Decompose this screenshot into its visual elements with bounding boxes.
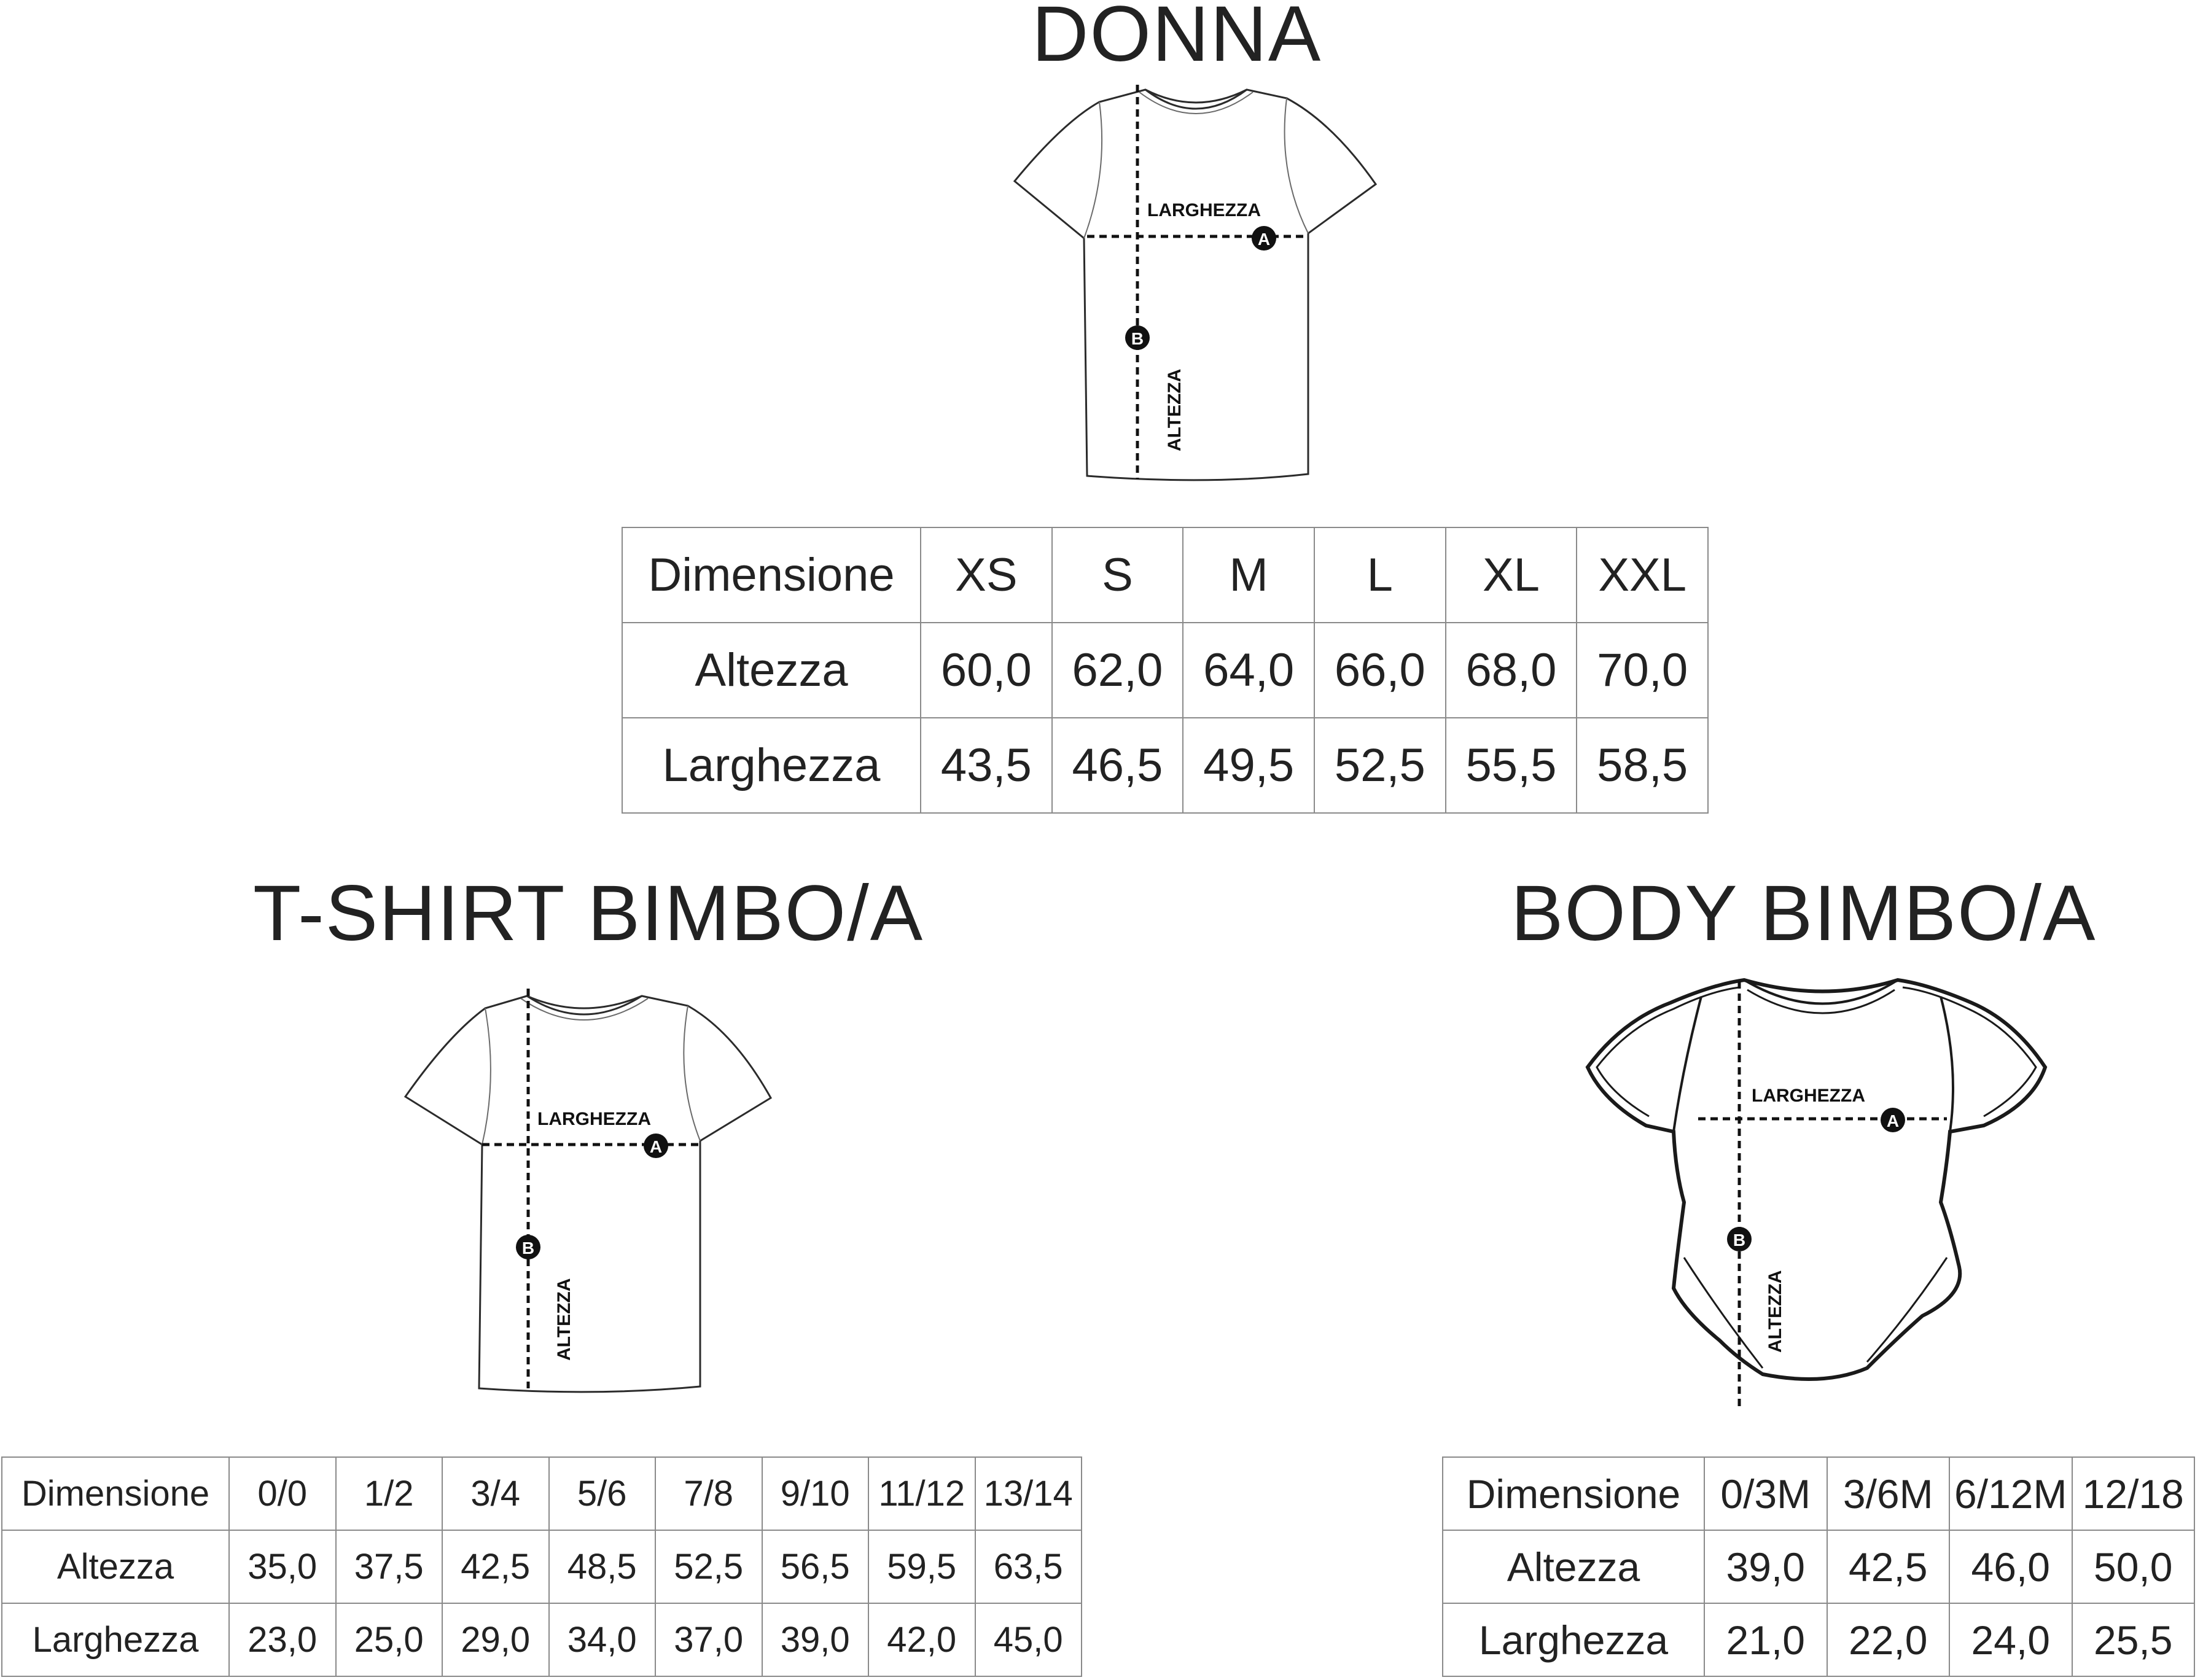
table-cell: 43,5: [921, 718, 1052, 813]
tshirt-outline: [1015, 90, 1376, 480]
row-label: Larghezza: [622, 718, 921, 813]
table-cell: 24,0: [1949, 1603, 2072, 1676]
body-bimbo-size-table: [1442, 1456, 2195, 1677]
table-cell: 46,5: [1052, 718, 1183, 813]
height-label: ALTEZZA: [554, 1278, 574, 1361]
size-header: 3/4: [442, 1457, 549, 1530]
size-header: L: [1314, 527, 1446, 623]
table-cell: 52,5: [1314, 718, 1446, 813]
size-header: M: [1183, 527, 1314, 623]
tshirt-sleeve-seam-right: [1285, 98, 1308, 233]
width-label: LARGHEZZA: [537, 1109, 651, 1129]
width-label: LARGHEZZA: [1752, 1086, 1865, 1106]
body-outline-inner: [1903, 987, 2036, 1116]
tshirt-sleeve-seam-left: [482, 1008, 491, 1145]
table-cell: 37,0: [655, 1603, 762, 1676]
row-label: Altezza: [622, 623, 921, 718]
marker-b: B: [1131, 329, 1144, 348]
marker-b: B: [1733, 1231, 1746, 1250]
table-row: [622, 623, 1708, 718]
table-cell: 39,0: [1704, 1530, 1827, 1603]
table-cell: 45,0: [975, 1603, 1082, 1676]
height-label: ALTEZZA: [1765, 1270, 1785, 1353]
table-cell: 66,0: [1314, 623, 1446, 718]
tshirt-bimbo-title: T-SHIRT BIMBO/A: [253, 869, 924, 957]
table-cell: 70,0: [1577, 623, 1708, 718]
marker-a: A: [1257, 230, 1271, 249]
marker-b: B: [521, 1239, 535, 1258]
table-cell: 63,5: [975, 1530, 1082, 1603]
table-cell: 21,0: [1704, 1603, 1827, 1676]
table-cell: 25,0: [336, 1603, 443, 1676]
table-cell: 46,0: [1949, 1530, 2072, 1603]
table-row: [2, 1457, 1082, 1530]
table-cell: 35,0: [229, 1530, 336, 1603]
size-header: 0/0: [229, 1457, 336, 1530]
row-label: Altezza: [2, 1530, 229, 1603]
body-outline: [1588, 980, 2045, 1379]
size-header: 11/12: [868, 1457, 975, 1530]
body-bimbo-title: BODY BIMBO/A: [1511, 869, 2097, 957]
table-row: [2, 1530, 1082, 1603]
table-cell: 29,0: [442, 1603, 549, 1676]
table-cell: 62,0: [1052, 623, 1183, 718]
table-cell: 22,0: [1827, 1603, 1950, 1676]
tshirt-outline: [405, 996, 771, 1392]
row-label: Larghezza: [1443, 1603, 1704, 1676]
table-cell: 42,0: [868, 1603, 975, 1676]
height-label: ALTEZZA: [1164, 368, 1185, 451]
size-header: 9/10: [762, 1457, 869, 1530]
header-label: Dimensione: [622, 527, 921, 623]
size-header: 7/8: [655, 1457, 762, 1530]
size-header: 5/6: [549, 1457, 656, 1530]
table-cell: 49,5: [1183, 718, 1314, 813]
size-header: XXL: [1577, 527, 1708, 623]
donna-tshirt-diagram: [1007, 80, 1388, 497]
table-cell: 68,0: [1446, 623, 1577, 718]
size-header: S: [1052, 527, 1183, 623]
table-cell: 59,5: [868, 1530, 975, 1603]
tshirt-bimbo-diagram: [399, 986, 780, 1404]
body-sleeve-seam-left: [1674, 997, 1701, 1132]
table-cell: 37,5: [336, 1530, 443, 1603]
table-cell: 60,0: [921, 623, 1052, 718]
table-cell: 58,5: [1577, 718, 1708, 813]
size-header: 3/6M: [1827, 1457, 1950, 1530]
table-cell: 56,5: [762, 1530, 869, 1603]
marker-a: A: [649, 1137, 663, 1156]
table-cell: 23,0: [229, 1603, 336, 1676]
table-cell: 39,0: [762, 1603, 869, 1676]
table-cell: 42,5: [1827, 1530, 1950, 1603]
table-cell: 55,5: [1446, 718, 1577, 813]
body-bimbo-diagram: [1578, 969, 2057, 1411]
header-label: Dimensione: [2, 1457, 229, 1530]
body-outline-inner: [1597, 987, 1739, 1116]
table-row: [1443, 1530, 2194, 1603]
row-label: Altezza: [1443, 1530, 1704, 1603]
row-label: Larghezza: [2, 1603, 229, 1676]
size-header: 13/14: [975, 1457, 1082, 1530]
table-cell: 34,0: [549, 1603, 656, 1676]
table-cell: 52,5: [655, 1530, 762, 1603]
header-label: Dimensione: [1443, 1457, 1704, 1530]
body-leg-left: [1684, 1258, 1763, 1368]
table-cell: 50,0: [2072, 1530, 2195, 1603]
size-header: 1/2: [336, 1457, 443, 1530]
size-header: 0/3M: [1704, 1457, 1827, 1530]
table-row: [1443, 1457, 2194, 1530]
tshirt-bimbo-size-table: [1, 1456, 1082, 1677]
donna-title: DONNA: [1032, 0, 1322, 78]
donna-size-table: [622, 527, 1709, 814]
table-cell: 25,5: [2072, 1603, 2195, 1676]
table-row: [622, 718, 1708, 813]
table-cell: 64,0: [1183, 623, 1314, 718]
tshirt-sleeve-seam-right: [684, 1006, 700, 1141]
table-cell: 48,5: [549, 1530, 656, 1603]
table-row: [2, 1603, 1082, 1676]
body-sleeve-seam-right: [1941, 997, 1953, 1132]
size-header: XL: [1446, 527, 1577, 623]
table-row: [1443, 1603, 2194, 1676]
tshirt-sleeve-seam-left: [1084, 102, 1102, 238]
width-label: LARGHEZZA: [1147, 200, 1261, 220]
table-row: [622, 527, 1708, 623]
table-cell: 42,5: [442, 1530, 549, 1603]
size-header: XS: [921, 527, 1052, 623]
size-header: 6/12M: [1949, 1457, 2072, 1530]
marker-a: A: [1886, 1111, 1900, 1130]
size-header: 12/18: [2072, 1457, 2195, 1530]
